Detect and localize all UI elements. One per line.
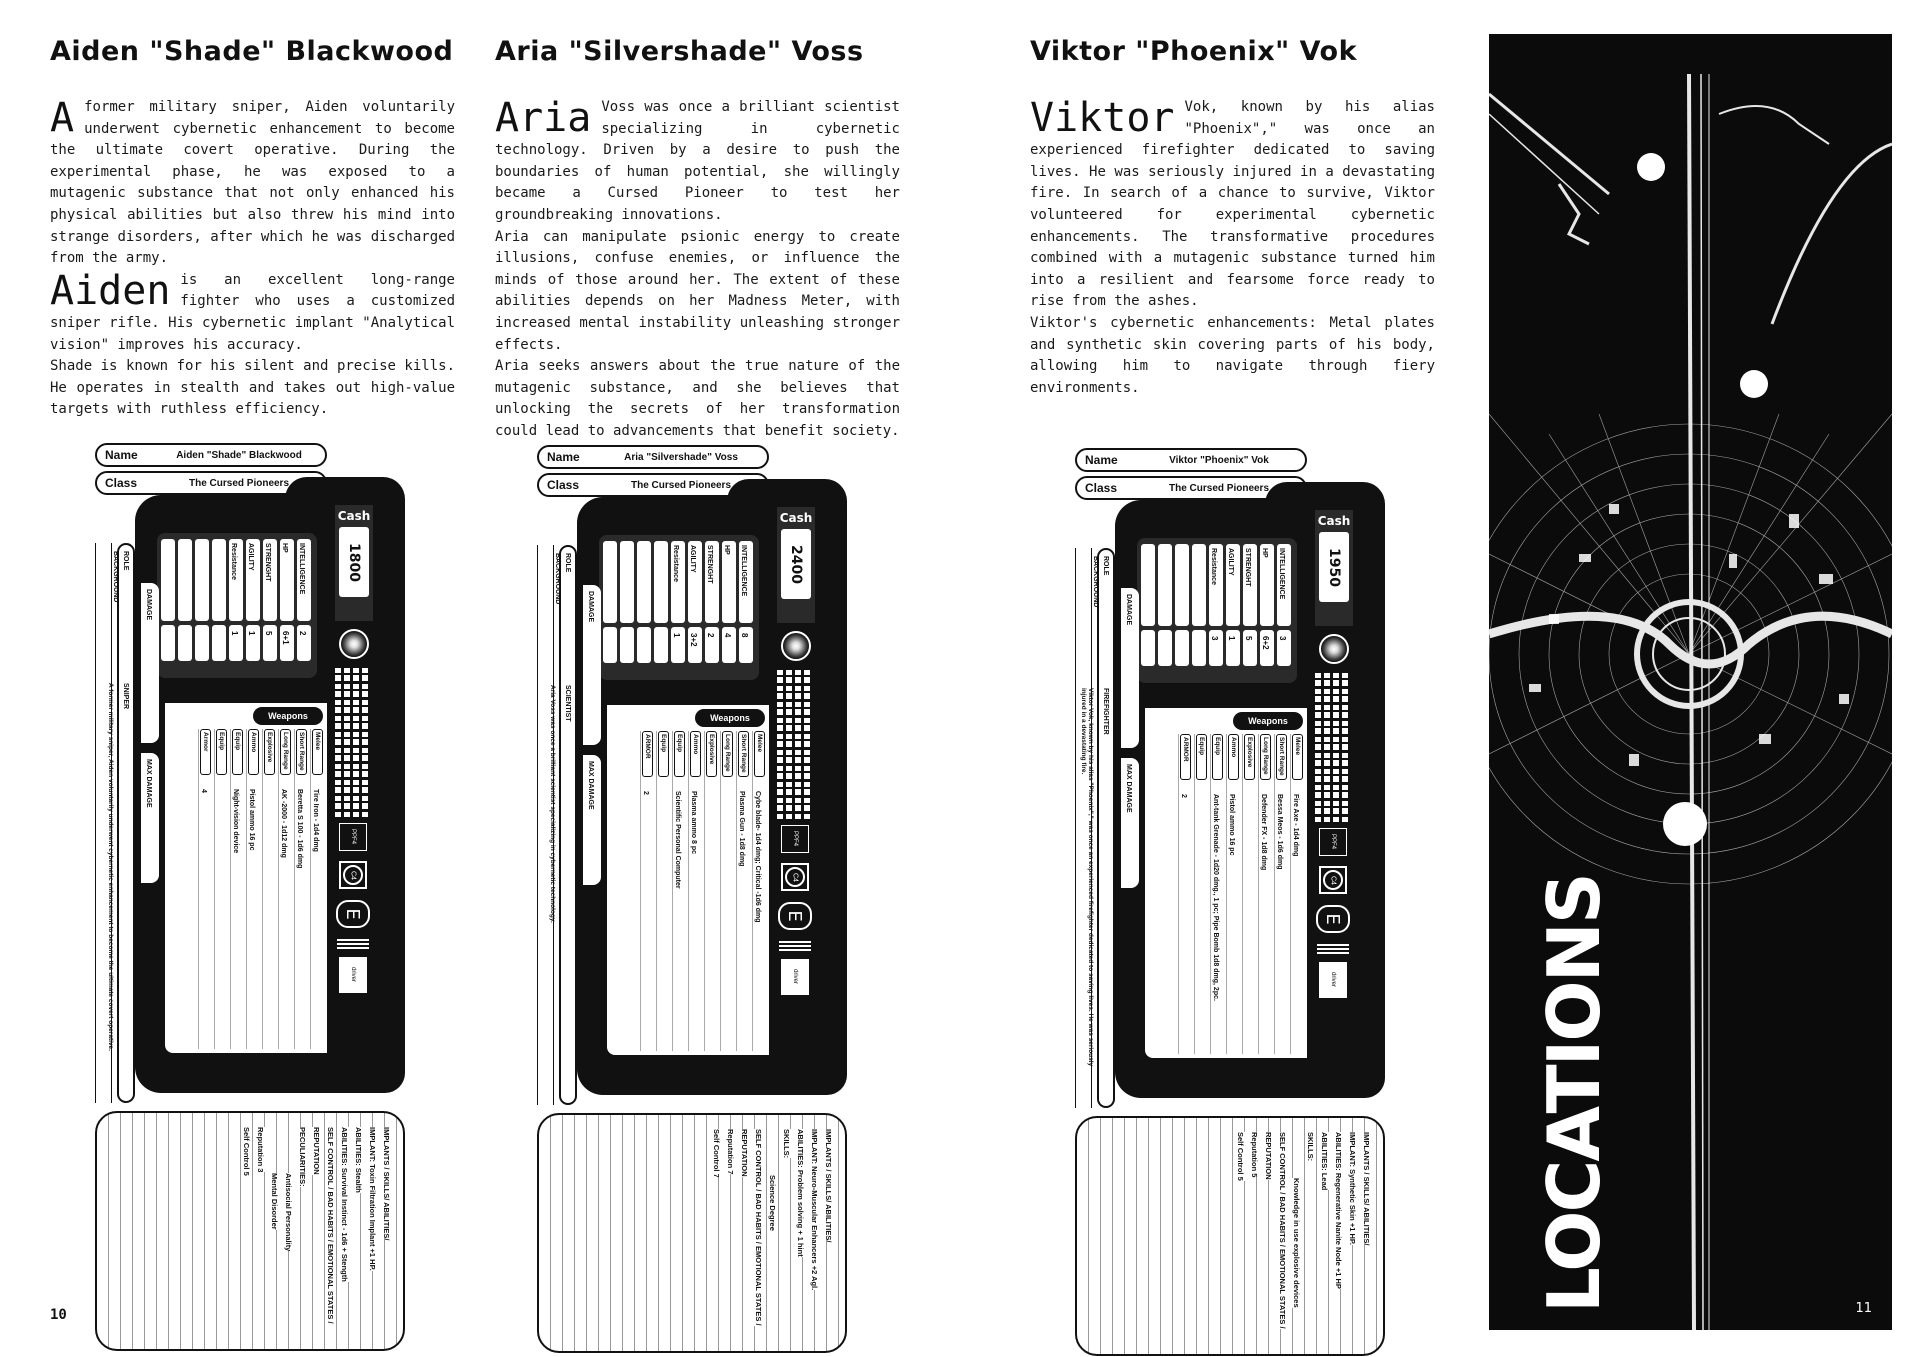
stat-label: STRENGHT	[706, 545, 713, 584]
stat-empty[interactable]	[161, 539, 175, 667]
weapon-slot-label: ARMOR	[1180, 734, 1191, 780]
cash-value[interactable]: 1950	[1326, 547, 1342, 587]
stat-label: STRENGHT	[264, 543, 271, 582]
character-bio: Aformer military sniper, Aiden voluntarily underwent cybernetic enhancement to become the ultimate covert operative. During the experimental phase, he was exposed to a mutagenic substance that not only enhanced his physical abilities but also threw his mind into strange disorders, after which he was discharged from the army. Aiden is an excellent long-range fighter who uses a customized sniper rifle. His cybernetic implant "Analytical vision" improves his accuracy. Shade is known for his silent and precise kills. He operates in stealth and takes out high-value targets with ruthless efficiency.	[50, 95, 455, 418]
name-field[interactable]	[95, 443, 327, 467]
weapon-slot-label: Short Range	[296, 729, 307, 775]
weapon-slot-value: Beretta S 100 - 1d6 dmg	[296, 789, 303, 869]
weapon-slot-label: Melee	[1292, 734, 1303, 780]
c4-icon: C4	[1319, 866, 1347, 894]
max-damage-field[interactable]: MAX DAMAGE	[1121, 758, 1139, 888]
note-line: IMPLANTS / SKILLS/ ABILITIES/	[382, 1127, 391, 1241]
stat-empty[interactable]	[654, 541, 668, 669]
weapon-slot-short-range[interactable]	[1274, 734, 1287, 1054]
name-value: Viktor "Phoenix" Vok	[1169, 454, 1269, 466]
weapons-header: Weapons	[253, 707, 323, 725]
weapon-slot-long-range[interactable]	[1258, 734, 1271, 1054]
dropcap: Aiden	[50, 267, 171, 314]
note-line: Self Control 7	[712, 1129, 721, 1178]
weapon-slot-label: ARMOR	[642, 731, 653, 777]
stat-value: 3+2	[689, 633, 698, 647]
weapon-slot-melee[interactable]	[310, 729, 323, 1049]
background-value: Aria Voss was once a brilliant scientist specializing in cybernetic technology.	[549, 685, 556, 923]
weapon-slot-short-range[interactable]	[736, 731, 749, 1051]
name-value: Aria "Silvershade" Voss	[624, 451, 738, 463]
weapon-slot-label: Explosive	[706, 731, 717, 777]
weapon-slot-armor[interactable]	[1178, 734, 1191, 1054]
note-line: PECULIARITIES:	[298, 1127, 307, 1187]
stat-label: Resistance	[672, 545, 679, 582]
weapon-slot-equip[interactable]	[230, 729, 243, 1049]
notes-panel[interactable]	[95, 1111, 405, 1351]
weapon-slot-value: AK -2000 - 1d12 dmg	[280, 789, 287, 858]
note-line: ABILITIES: Lead	[1320, 1132, 1329, 1191]
stat-strenght[interactable]	[705, 541, 719, 669]
role-value: SCIENTIST	[564, 685, 571, 722]
weapon-slot-armor[interactable]	[640, 731, 653, 1051]
weapon-slot-equip[interactable]	[656, 731, 669, 1051]
weapon-slot-label: Long Range	[1260, 734, 1271, 780]
driver-icon: driver	[1319, 962, 1347, 998]
weapon-slot-value: Pistol ammo 16 pc	[248, 789, 255, 851]
name-label: Name	[547, 450, 580, 464]
stat-empty[interactable]	[1158, 544, 1172, 672]
character-column-aria	[495, 36, 900, 443]
divider-bars-icon	[779, 941, 811, 951]
weapons-header: Weapons	[1233, 712, 1303, 730]
cash-label: Cash	[779, 511, 813, 525]
weapon-slot-value: 4	[200, 789, 207, 793]
note-line: IMPLANT: Synthetic Skin +1 HP.	[1348, 1132, 1357, 1246]
weapon-slot-label: Equip	[232, 729, 243, 775]
qr-code-icon	[1315, 672, 1351, 822]
stat-intelligence[interactable]	[1277, 544, 1291, 672]
note-line: Science Degree	[768, 1175, 777, 1231]
name-label: Name	[105, 448, 138, 462]
note-line: Self Control 5	[242, 1127, 251, 1176]
character-title: Aiden "Shade" Blackwood	[50, 36, 454, 67]
weapon-slot-melee[interactable]	[752, 731, 765, 1051]
stat-label: INTELLIGENCE	[298, 543, 305, 595]
stat-value: 3	[1210, 636, 1219, 641]
stats-panel	[157, 533, 317, 678]
dropcap: Aria	[495, 95, 592, 141]
damage-field[interactable]: DAMAGE	[141, 583, 159, 743]
character-column-viktor	[1030, 36, 1435, 399]
stat-empty[interactable]	[637, 541, 651, 669]
c4-icon: C4	[339, 861, 367, 889]
weapon-slot-value: Cybe blade- 1d4 dmg; Critical -1d6 dmg	[754, 791, 761, 923]
note-line: Reputation 5	[1250, 1132, 1259, 1178]
stat-empty[interactable]	[178, 539, 192, 667]
name-label: Name	[1085, 453, 1118, 467]
role-background-panel	[1075, 548, 1123, 1108]
role-label: ROLE	[122, 551, 129, 571]
name-field[interactable]	[537, 445, 769, 469]
lens-icon	[781, 631, 811, 661]
weapon-slot-value: 2	[642, 791, 649, 795]
class-value: The Cursed Pioneers	[188, 477, 290, 489]
page-number-right: 11	[1855, 1301, 1872, 1316]
stat-strenght[interactable]	[1243, 544, 1257, 672]
notes-panel[interactable]	[1075, 1116, 1385, 1356]
stat-intelligence[interactable]	[297, 539, 311, 667]
weapon-slot-label: Equip	[216, 729, 227, 775]
weapon-slot-value: Pistol ammo 16 pc	[1228, 794, 1235, 856]
weapon-slot-label: Explosive	[264, 729, 275, 775]
weapon-slot-long-range[interactable]	[720, 731, 733, 1051]
character-sheet-2	[1075, 448, 1395, 1348]
stat-value: 2	[706, 633, 715, 638]
stat-agility[interactable]	[688, 541, 702, 669]
name-field[interactable]	[1075, 448, 1307, 472]
page-number-left: 10	[50, 1307, 67, 1323]
note-line: Reputation 7	[726, 1129, 735, 1175]
energy-icon: E	[336, 900, 370, 928]
weapon-slot-label: Equip	[658, 731, 669, 777]
cash-value[interactable]: 2400	[788, 544, 804, 584]
stat-label: HP	[723, 545, 730, 555]
lens-icon	[1319, 634, 1349, 664]
stat-value: 1	[1227, 636, 1236, 641]
weapon-slot-long-range[interactable]	[278, 729, 291, 1049]
locations-panel	[1489, 34, 1892, 1330]
stat-empty[interactable]	[1192, 544, 1206, 672]
energy-icon: E	[1316, 905, 1350, 933]
class-value: The Cursed Pioneers	[1168, 482, 1270, 494]
chip-icon: PPF4	[1319, 828, 1347, 856]
stat-agility[interactable]	[246, 539, 260, 667]
weapon-slot-explosive[interactable]	[1242, 734, 1255, 1054]
stat-resistance[interactable]	[671, 541, 685, 669]
notes-panel[interactable]	[537, 1113, 847, 1353]
weapon-slot-label: Melee	[754, 731, 765, 777]
stat-empty[interactable]	[195, 539, 209, 667]
role-field[interactable]	[559, 545, 577, 1105]
weapon-slot-equip[interactable]	[1194, 734, 1207, 1054]
weapon-slot-value: 2	[1180, 794, 1187, 798]
note-line: IMPLANTS / SKILLS/ ABILITIES/	[1362, 1132, 1371, 1246]
damage-field[interactable]: DAMAGE	[583, 585, 601, 745]
dropcap: A	[50, 95, 75, 141]
stat-value: 1	[230, 631, 239, 636]
stat-label: Resistance	[230, 543, 237, 580]
weapons-panel	[165, 703, 327, 1053]
note-line: REPUTATION	[740, 1129, 749, 1177]
stat-value: 5	[264, 631, 273, 636]
divider-bars-icon	[337, 939, 369, 949]
background-value: Viktor Vok, known by his alias "Phoenix"," was once an experienced firefighter dedicated to saving lives. He was seriously injured in a devastating fire.	[1080, 688, 1094, 1067]
note-line: Antisocial Personality	[284, 1173, 293, 1252]
weapon-slot-label: Long Range	[280, 729, 291, 775]
stat-value: 5	[1244, 636, 1253, 641]
stats-panel	[599, 535, 759, 680]
note-line: Mental Disorder	[270, 1173, 279, 1230]
weapon-slot-value: Plasma ammo 8 pc	[690, 791, 697, 855]
stat-label: HP	[1261, 548, 1268, 558]
weapon-slot-value: Plasma Gun - 1d8 dmg	[738, 791, 745, 867]
character-sheet-0	[95, 443, 415, 1343]
weapon-slot-value: Night-vision device	[232, 789, 239, 854]
stat-empty[interactable]	[1141, 544, 1155, 672]
role-label: ROLE	[1102, 556, 1109, 576]
weapon-slot-label: Armor	[200, 729, 211, 775]
stat-hp[interactable]	[722, 541, 736, 669]
weapon-slot-value: Ant-tank Grenade - 1d20 dmg., 1 pc; Pipe Bomb 1d8 dmg, 2pc.	[1212, 794, 1219, 1001]
stat-hp[interactable]	[1260, 544, 1274, 672]
stat-value: 8	[740, 633, 749, 638]
weapon-slot-equip[interactable]	[1210, 734, 1223, 1054]
weapon-slot-explosive[interactable]	[704, 731, 717, 1051]
weapons-panel	[1145, 708, 1307, 1058]
damage-field[interactable]: DAMAGE	[1121, 588, 1139, 748]
weapon-slot-label: Long Range	[722, 731, 733, 777]
class-label: Class	[1085, 481, 1118, 495]
weapon-slot-value: Defender FX - 1d8 dmg	[1260, 794, 1267, 871]
stat-resistance[interactable]	[229, 539, 243, 667]
background-label: BACKGROUND	[1092, 556, 1099, 608]
character-column-aiden	[50, 36, 455, 421]
class-label: Class	[105, 476, 138, 490]
stat-value: 4	[723, 633, 732, 638]
chip-icon: PPF4	[339, 823, 367, 851]
note-line: Reputation 3	[256, 1127, 265, 1173]
weapon-slot-value: Tire Iron - 1d4 dmg	[312, 789, 319, 852]
weapon-slot-label: Ammo	[690, 731, 701, 777]
weapon-slot-value: Bessa Meos - 1d6 dmg	[1276, 794, 1283, 870]
weapon-slot-label: Ammo	[1228, 734, 1239, 780]
weapon-slot-equip[interactable]	[214, 729, 227, 1049]
stat-label: AGILITY	[247, 543, 254, 571]
lens-icon	[339, 629, 369, 659]
weapon-slot-explosive[interactable]	[262, 729, 275, 1049]
cash-label: Cash	[337, 509, 371, 523]
max-damage-field[interactable]: MAX DAMAGE	[141, 753, 159, 883]
qr-code-icon	[335, 667, 371, 817]
stat-label: Resistance	[1210, 548, 1217, 585]
character-bio: Aria Voss was once a brilliant scientist specializing in cybernetic technology. Driven by a desire to push the boundaries of human potential, she willingly became a Cursed Pioneer to test her groundbreaking innovations. Aria can manipulate psionic energy to create illusions, confuse enemies, or influence the minds of those around her. The extent of these abilities depends on her Madness Meter, with increased mental instability unleashing stronger effects. Aria seeks answers about the true nature of the mutagenic substance, and she believes that unlocking the secrets of her transformation could lead to advancements that benefit society.	[495, 95, 900, 439]
stat-label: AGILITY	[689, 545, 696, 573]
weapon-slot-ammo[interactable]	[246, 729, 259, 1049]
class-value: The Cursed Pioneers	[630, 479, 732, 491]
energy-icon: E	[778, 902, 812, 930]
driver-icon: driver	[339, 957, 367, 993]
weapon-slot-label: Equip	[1212, 734, 1223, 780]
note-line: ABILITIES: Stealth	[354, 1127, 363, 1193]
note-line: SKILLS:	[782, 1129, 791, 1159]
stat-empty[interactable]	[620, 541, 634, 669]
stat-empty[interactable]	[1175, 544, 1189, 672]
role-field[interactable]	[117, 543, 135, 1103]
locations-title: LOCATIONS	[1532, 874, 1616, 1314]
role-value: FIREFIGHTER	[1102, 688, 1109, 735]
weapon-slot-label: Melee	[312, 729, 323, 775]
weapon-slot-armor[interactable]	[198, 729, 211, 1049]
weapon-slot-label: Equip	[674, 731, 685, 777]
role-label: ROLE	[564, 553, 571, 573]
weapon-slot-label: Equip	[1196, 734, 1207, 780]
weapon-slot-short-range[interactable]	[294, 729, 307, 1049]
stat-value: 6+2	[1261, 636, 1270, 650]
max-damage-field[interactable]: MAX DAMAGE	[583, 755, 601, 885]
note-line: SELF CONTROL / BAD HABITS / EMOTIONAL STATES /	[754, 1129, 763, 1326]
role-background-panel	[95, 543, 143, 1103]
stat-label: AGILITY	[1227, 548, 1234, 576]
weapon-slot-value: Fire Axe - 1d4 dmg	[1292, 794, 1299, 857]
note-line: Self Control 5	[1236, 1132, 1245, 1181]
note-line: ABILITIES: Survival Instinct - 1d6 + Stength	[340, 1127, 349, 1282]
role-field[interactable]	[1097, 548, 1115, 1108]
cash-value[interactable]: 1800	[346, 542, 362, 582]
stat-value: 1	[672, 633, 681, 638]
note-line: REPUTATION	[1264, 1132, 1273, 1180]
weapon-slot-equip[interactable]	[672, 731, 685, 1051]
stat-strenght[interactable]	[263, 539, 277, 667]
weapon-slot-label: Short Range	[1276, 734, 1287, 780]
stats-panel	[1137, 538, 1297, 683]
weapon-slot-label: Short Range	[738, 731, 749, 777]
background-label: BACKGROUND	[554, 553, 561, 605]
note-line: ABILITIES: Problem solving + 1 hint	[796, 1129, 805, 1257]
weapon-slot-label: Ammo	[248, 729, 259, 775]
weapons-header: Weapons	[695, 709, 765, 727]
stat-value: 3	[1278, 636, 1287, 641]
note-line: Knowledge in use explosive devices	[1292, 1178, 1301, 1308]
weapon-slot-label: Explosive	[1244, 734, 1255, 780]
stat-agility[interactable]	[1226, 544, 1240, 672]
note-line: SKILLS:	[1306, 1132, 1315, 1162]
stat-empty[interactable]	[212, 539, 226, 667]
stat-value: 2	[298, 631, 307, 636]
background-label: BACKGROUND	[112, 551, 119, 603]
character-bio: Viktor Vok, known by his alias "Phoenix"," was once an experienced firefighter dedicated to saving lives. He was seriously injured in a devastating fire. In search of a chance to survive, Viktor volunteered for experimental cybernetic enhancements. The transformative procedures combined with a mutagenic substance turned him into a resilient and fearsome force ready to rise from the ashes. Viktor's cybernetic enhancements: Metal plates and synthetic skin covering parts of his body, allowing him to navigate through fiery environments.	[1030, 95, 1435, 396]
stat-label: INTELLIGENCE	[740, 545, 747, 597]
class-label: Class	[547, 478, 580, 492]
note-line: SELF CONTROL / BAD HABITS / EMOTIONAL STATES /	[1278, 1132, 1287, 1329]
dropcap: Viktor	[1030, 95, 1175, 141]
weapons-panel	[607, 705, 769, 1055]
driver-icon: driver	[781, 959, 809, 995]
weapon-slot-ammo[interactable]	[1226, 734, 1239, 1054]
stat-label: HP	[281, 543, 288, 553]
note-line: ABILITIES: Regenerative Nanite Node +1 HP	[1334, 1132, 1343, 1289]
stat-value: 6+1	[281, 631, 290, 645]
c4-icon: C4	[781, 863, 809, 891]
stat-intelligence[interactable]	[739, 541, 753, 669]
note-line: SELF CONTROL / BAD HABITS / EMOTIONAL STATES /	[326, 1127, 335, 1324]
role-value: SNIPER	[122, 683, 129, 710]
chip-icon: PPF4	[781, 825, 809, 853]
qr-code-icon	[777, 669, 813, 819]
cash-label: Cash	[1317, 514, 1351, 528]
name-value: Aiden "Shade" Blackwood	[176, 449, 302, 461]
stat-label: INTELLIGENCE	[1278, 548, 1285, 600]
note-line: IMPLANTS / SKILLS/ ABILITIES/	[824, 1129, 833, 1243]
weapon-slot-ammo[interactable]	[688, 731, 701, 1051]
stat-hp[interactable]	[280, 539, 294, 667]
stat-resistance[interactable]	[1209, 544, 1223, 672]
background-value: A former military sniper, Aiden voluntarily underwent cybernetic enhancement to become the ultimate covert operative.	[107, 683, 114, 1051]
weapon-slot-melee[interactable]	[1290, 734, 1303, 1054]
divider-bars-icon	[1317, 944, 1349, 954]
note-line: IMPLANT: Neuro-Muscular Enhancers +2 Agl.	[810, 1129, 819, 1291]
stat-label: STRENGHT	[1244, 548, 1251, 587]
weapon-slot-value: Scientific Personal Computer	[674, 791, 681, 889]
note-line: REPUTATION	[312, 1127, 321, 1175]
note-line: IMPLANT: Toxin Filtration Implant +1 HP.	[368, 1127, 377, 1271]
role-background-panel	[537, 545, 585, 1105]
stat-value: 1	[247, 631, 256, 636]
character-title: Aria "Silvershade" Voss	[495, 36, 864, 67]
character-sheet-1	[537, 445, 857, 1345]
stat-empty[interactable]	[603, 541, 617, 669]
character-title: Viktor "Phoenix" Vok	[1030, 36, 1358, 67]
